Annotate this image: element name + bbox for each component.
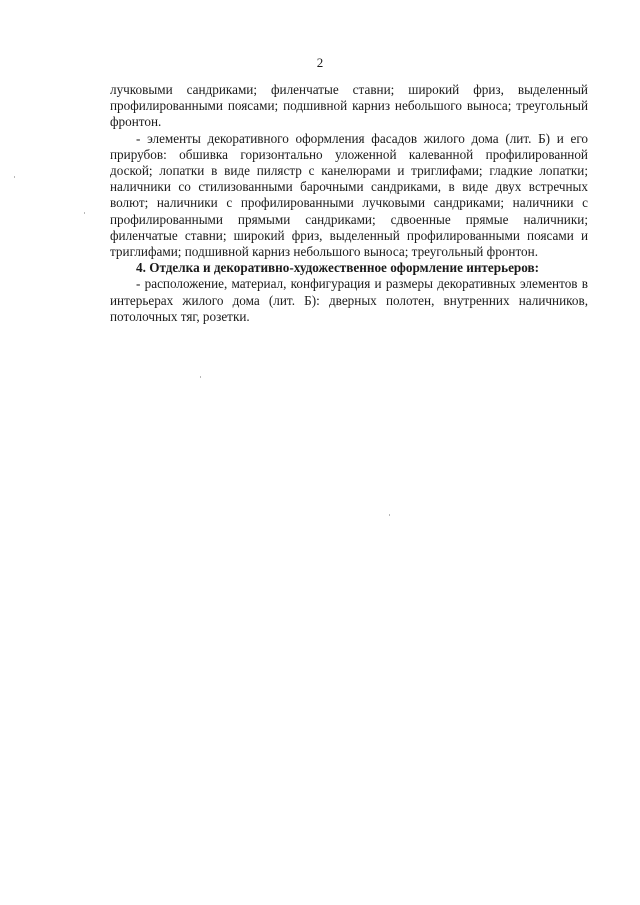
scan-speck <box>14 176 15 178</box>
page-number: 2 <box>316 55 324 70</box>
document-body <box>110 82 588 325</box>
scan-speck <box>200 376 201 378</box>
paragraph-interior-elements: - расположение, материал, конфигурация и размеры декоративных элементов в интерьерах жилого дома (лит. Б): дверных полотен, внутренних наличников, потолочных тяг, розетки. <box>110 276 588 324</box>
scan-speck <box>389 514 390 516</box>
paragraph-facade-elements: - элементы декоративного оформления фасадов жилого дома (лит. Б) и его прирубов: обшивка горизонтально уложенной калеванной профилированной доской; лопатки в виде пилястр с канелюрами и триглифами; гладкие лопатки; наличники со стилизованными барочными сандриками, в виде двух встречных волют; наличники с профилированными лучковыми сандриками; наличники с профилированными прямыми сандриками; сдвоенные прямые наличники; филенчатые ставни; широкий фриз, выделенный профилированными поясами и триглифами; подшивной карниз небольшого выноса; треугольный фронтон. <box>110 130 588 260</box>
paragraph-continuation: лучковыми сандриками; филенчатые ставни; широкий фриз, выделенный профилированными поясами; подшивной карниз небольшого выноса; треугольный фронтон. <box>110 82 588 130</box>
section-heading-interiors: 4. Отделка и декоративно-художественное оформление интерьеров: <box>136 260 540 276</box>
scan-speck <box>84 212 85 214</box>
